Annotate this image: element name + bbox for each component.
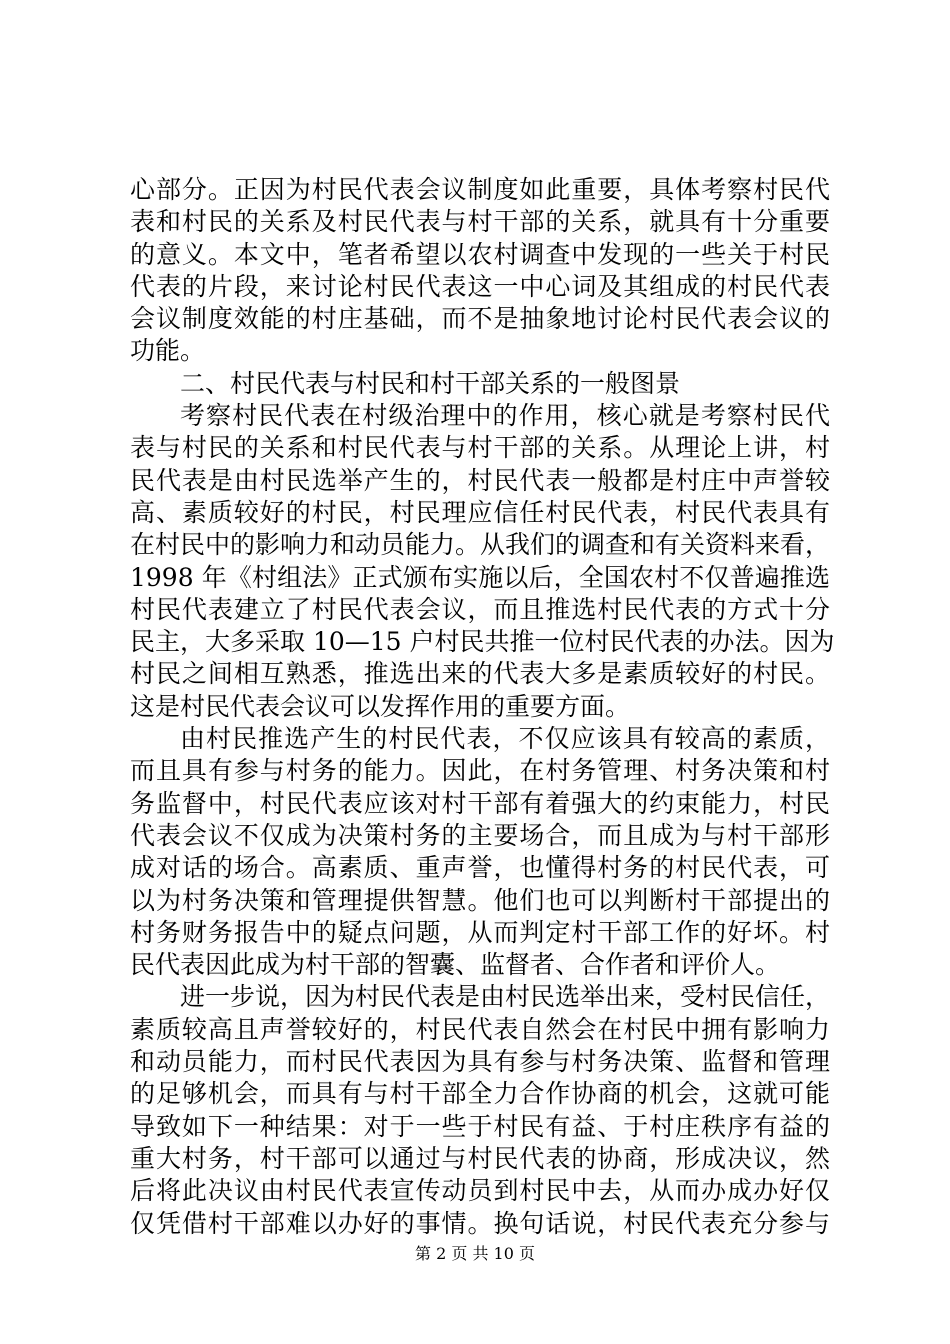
document-body [130,174,835,1240]
paragraph-4 [130,981,830,1239]
text-line: 会议制度效能的村庄基础，而不是抽象地讨论村民代表会议的 [130,304,830,334]
text-line: 由村民推选产生的村民代表，不仅应该具有较高的素质， [180,724,830,754]
text-line: 民主，大多采取 10—15 户村民共推一位村民代表的办法。因为 [130,627,835,657]
text-line: 务监督中，村民代表应该对村干部有着强大的约束能力，村民 [130,788,830,818]
text-line: 表与村民的关系和村民代表与村干部的关系。从理论上讲，村 [130,433,830,463]
text-line: 导致如下一种结果：对于一些于村民有益、于村庄秩序有益的 [130,1111,830,1141]
text-line: 村民之间相互熟悉，推选出来的代表大多是素质较好的村民。 [130,659,830,689]
page-number: 第 2 页 共 10 页 [415,1244,535,1263]
text-line: 以为村务决策和管理提供智慧。他们也可以判断村干部提出的 [130,885,830,915]
section-heading [130,368,830,400]
text-line: 这是村民代表会议可以发挥作用的重要方面。 [130,691,631,721]
text-line: 和动员能力，而村民代表因为具有参与村务决策、监督和管理 [130,1047,830,1077]
text-line: 心部分。正因为村民代表会议制度如此重要，具体考察村民代 [130,175,830,204]
text-line: 1998 年《村组法》正式颁布实施以后，全国农村不仅普遍推选 [130,562,830,592]
text-line: 的意义。本文中，笔者希望以农村调查中发现的一些关于村民 [130,239,830,269]
text-line: 在村民中的影响力和动员能力。从我们的调查和有关资料来看， [130,530,831,560]
text-line: 高、素质较好的村民，村民理应信任村民代表，村民代表具有 [130,497,830,527]
text-line: 重大村务，村干部可以通过与村民代表的协商，形成决议，然 [130,1143,830,1173]
section-heading-text: 二、村民代表与村民和村干部关系的一般图景 [180,368,681,398]
paragraph-3 [130,723,830,981]
text-line: 村务财务报告中的疑点问题，从而判定村干部工作的好坏。村 [130,917,830,947]
paragraph-1 [130,174,830,368]
text-line: 民代表是由村民选举产生的，村民代表一般都是村庄中声誉较 [130,465,830,495]
text-line: 的足够机会，而具有与村干部全力合作协商的机会，这就可能 [130,1079,830,1109]
text-line: 功能。 [130,336,206,366]
text-line: 代表的片段，来讨论村民代表这一中心词及其组成的村民代表 [130,271,830,301]
text-line: 仅凭借村干部难以办好的事情。换句话说，村民代表充分参与 [130,1208,830,1238]
paragraph-2 [130,400,835,723]
text-line: 而且具有参与村务的能力。因此，在村务管理、村务决策和村 [130,756,830,786]
text-line: 素质较高且声誉较好的，村民代表自然会在村民中拥有影响力 [130,1014,830,1044]
text-line: 村民代表建立了村民代表会议，而且推选村民代表的方式十分 [130,594,830,624]
text-line: 代表会议不仅成为决策村务的主要场合，而且成为与村干部形 [130,820,830,850]
text-line: 成对话的场合。高素质、重声誉，也懂得村务的村民代表，可 [130,853,830,883]
page-footer [0,1244,950,1264]
text-line: 后将此决议由村民代表宣传动员到村民中去，从而办成办好仅 [130,1176,830,1206]
text-line: 民代表因此成为村干部的智囊、监督者、合作者和评价人。 [130,950,781,980]
text-line: 进一步说，因为村民代表是由村民选举出来，受村民信任， [180,982,831,1012]
text-line: 表和村民的关系及村民代表与村干部的关系，就具有十分重要 [130,207,830,237]
text-line: 考察村民代表在村级治理中的作用，核心就是考察村民代 [180,401,830,431]
